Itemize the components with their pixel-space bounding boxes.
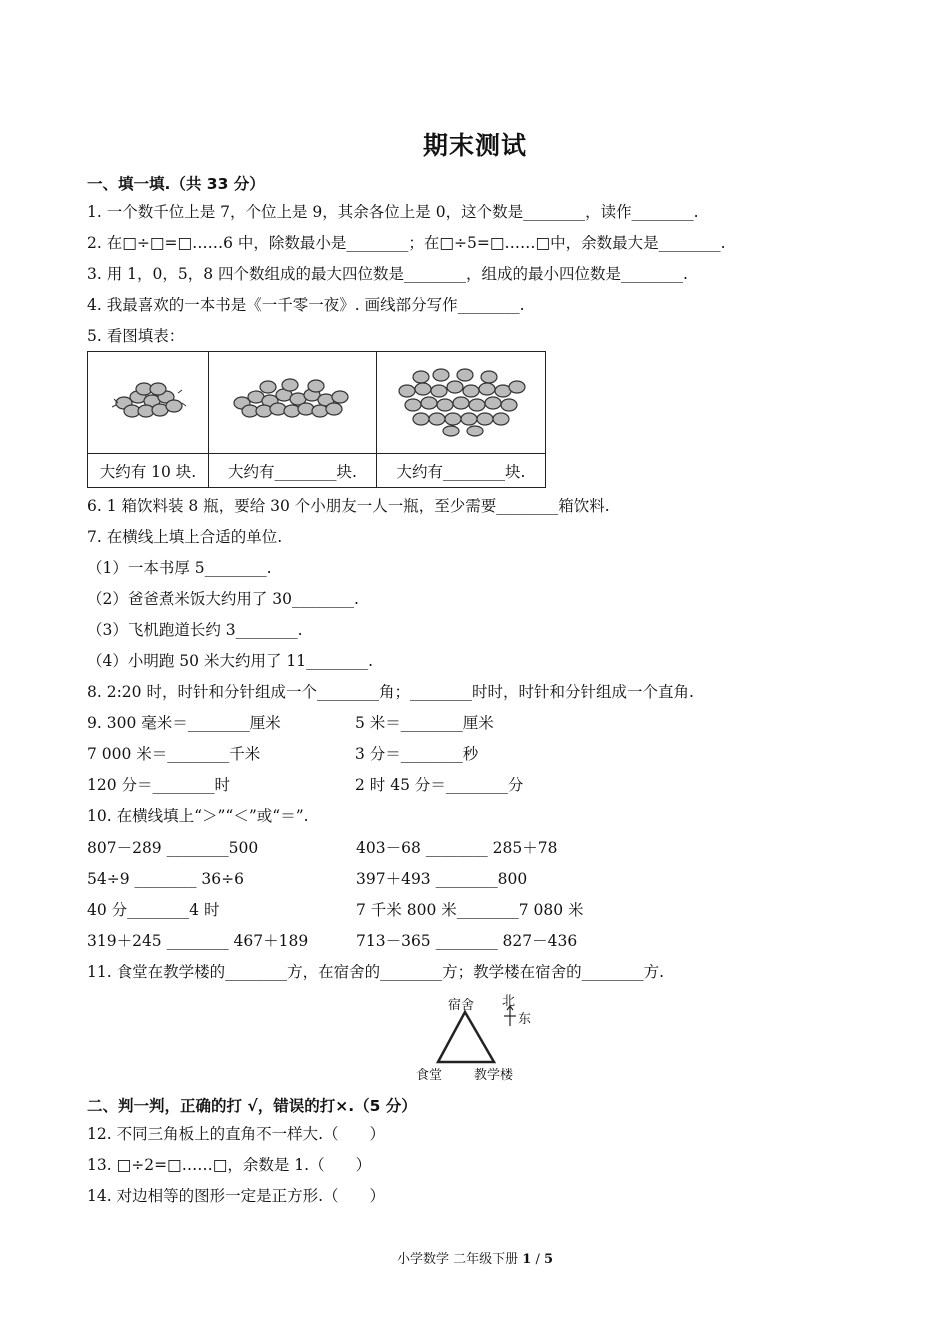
question-7-item-1: （1）一本书厚 5________.: [87, 559, 272, 577]
question-9-row-1-left: 9. 300 毫米＝________厘米: [87, 714, 281, 732]
candy-image-3: [377, 352, 546, 454]
question-2: 2. 在□÷□=□……6 中，除数最小是________；在□÷5=□……□中，余数最大是________.: [87, 234, 726, 252]
question-7-item-2: （2）爸爸煮米饭大约用了 30________.: [87, 590, 359, 608]
candy-cell-2: 大约有________块.: [209, 454, 377, 488]
question-6: 6. 1 箱饮料装 8 瓶，要给 30 个小朋友一人一瓶，至少需要________箱饮料.: [87, 497, 610, 515]
candy-image-2: [209, 352, 377, 454]
question-10-row-3-left: 40 分________4 时: [87, 901, 220, 919]
dorm-label: 宿舍: [448, 998, 475, 1013]
question-7: 7. 在横线上填上合适的单位.: [87, 528, 283, 546]
east-label: 东: [518, 1012, 532, 1027]
question-7-item-3: （3）飞机跑道长约 3________.: [87, 621, 303, 639]
question-10: 10. 在横线填上“＞”“＜”或“＝”.: [87, 807, 309, 825]
question-7-item-4: （4）小明跑 50 米大约用了 11________.: [87, 652, 374, 670]
section-1-heading: 一、填一填.（共 33 分）: [87, 175, 265, 193]
candy-table: [87, 351, 546, 488]
candy-pile-icon: [108, 373, 188, 429]
candy-cell-3: 大约有________块.: [377, 454, 546, 488]
question-13: 13. □÷2=□……□，余数是 1.（ ）: [87, 1156, 372, 1174]
candy-cell-1: 大约有 10 块.: [88, 454, 209, 488]
question-4: 4. 我最喜欢的一本书是《一千零一夜》. 画线部分写作________.: [87, 296, 525, 314]
north-label: 北: [502, 994, 516, 1009]
question-10-row-4-left: 319＋245 ________ 467＋189: [87, 932, 309, 950]
page-number: 1: [522, 1252, 532, 1267]
question-9-row-3-left: 120 分＝________时: [87, 776, 231, 794]
question-10-row-1-left: 807－289 ________500: [87, 839, 259, 857]
question-9-row-3-right: 2 时 45 分＝________分: [355, 776, 524, 794]
question-12: 12. 不同三角板上的直角不一样大.（ ）: [87, 1125, 386, 1143]
question-8: 8. 2:20 时，时针和分针组成一个________角；________时时，时针和分针组成一个直角.: [87, 683, 694, 701]
question-11: 11. 食堂在教学楼的________方，在宿舍的________方；教学楼在宿舍的________方.: [87, 963, 665, 981]
teaching-building-label: 教学楼: [474, 1068, 514, 1083]
page-total: 5: [543, 1252, 554, 1267]
question-9-row-2-left: 7 000 米＝________千米: [87, 745, 261, 763]
candy-pile-icon: [391, 363, 531, 439]
candy-image-1: [88, 352, 209, 454]
question-10-row-4-right: 713－365 ________ 827－436: [356, 932, 578, 950]
canteen-label: 食堂: [416, 1068, 443, 1083]
page-separator: /: [535, 1252, 540, 1267]
question-10-row-2-right: 397＋493 ________800: [356, 870, 528, 888]
footer-text: 小学数学 二年级下册: [396, 1252, 519, 1267]
question-14: 14. 对边相等的图形一定是正方形.（ ）: [87, 1187, 386, 1205]
question-3: 3. 用 1，0，5，8 四个数组成的最大四位数是________，组成的最小四位数是________.: [87, 265, 688, 283]
question-9-row-1-right: 5 米＝________厘米: [355, 714, 494, 732]
direction-map: [410, 990, 550, 1086]
question-10-row-3-right: 7 千米 800 米________7 080 米: [356, 901, 584, 919]
page-footer: [0, 1248, 950, 1267]
question-10-row-2-left: 54÷9 ________ 36÷6: [87, 870, 244, 888]
question-1: 1. 一个数千位上是 7，个位上是 9，其余各位上是 0，这个数是________，读作________.: [87, 203, 699, 221]
candy-pile-icon: [228, 373, 358, 429]
page-title: 期末测试: [422, 131, 527, 160]
question-5: 5. 看图填表：: [87, 327, 185, 345]
question-10-row-1-right: 403－68 ________ 285＋78: [356, 839, 558, 857]
question-9-row-2-right: 3 分＝________秒: [355, 745, 479, 763]
section-2-heading: 二、判一判，正确的打 √，错误的打×.（5 分）: [87, 1097, 417, 1115]
